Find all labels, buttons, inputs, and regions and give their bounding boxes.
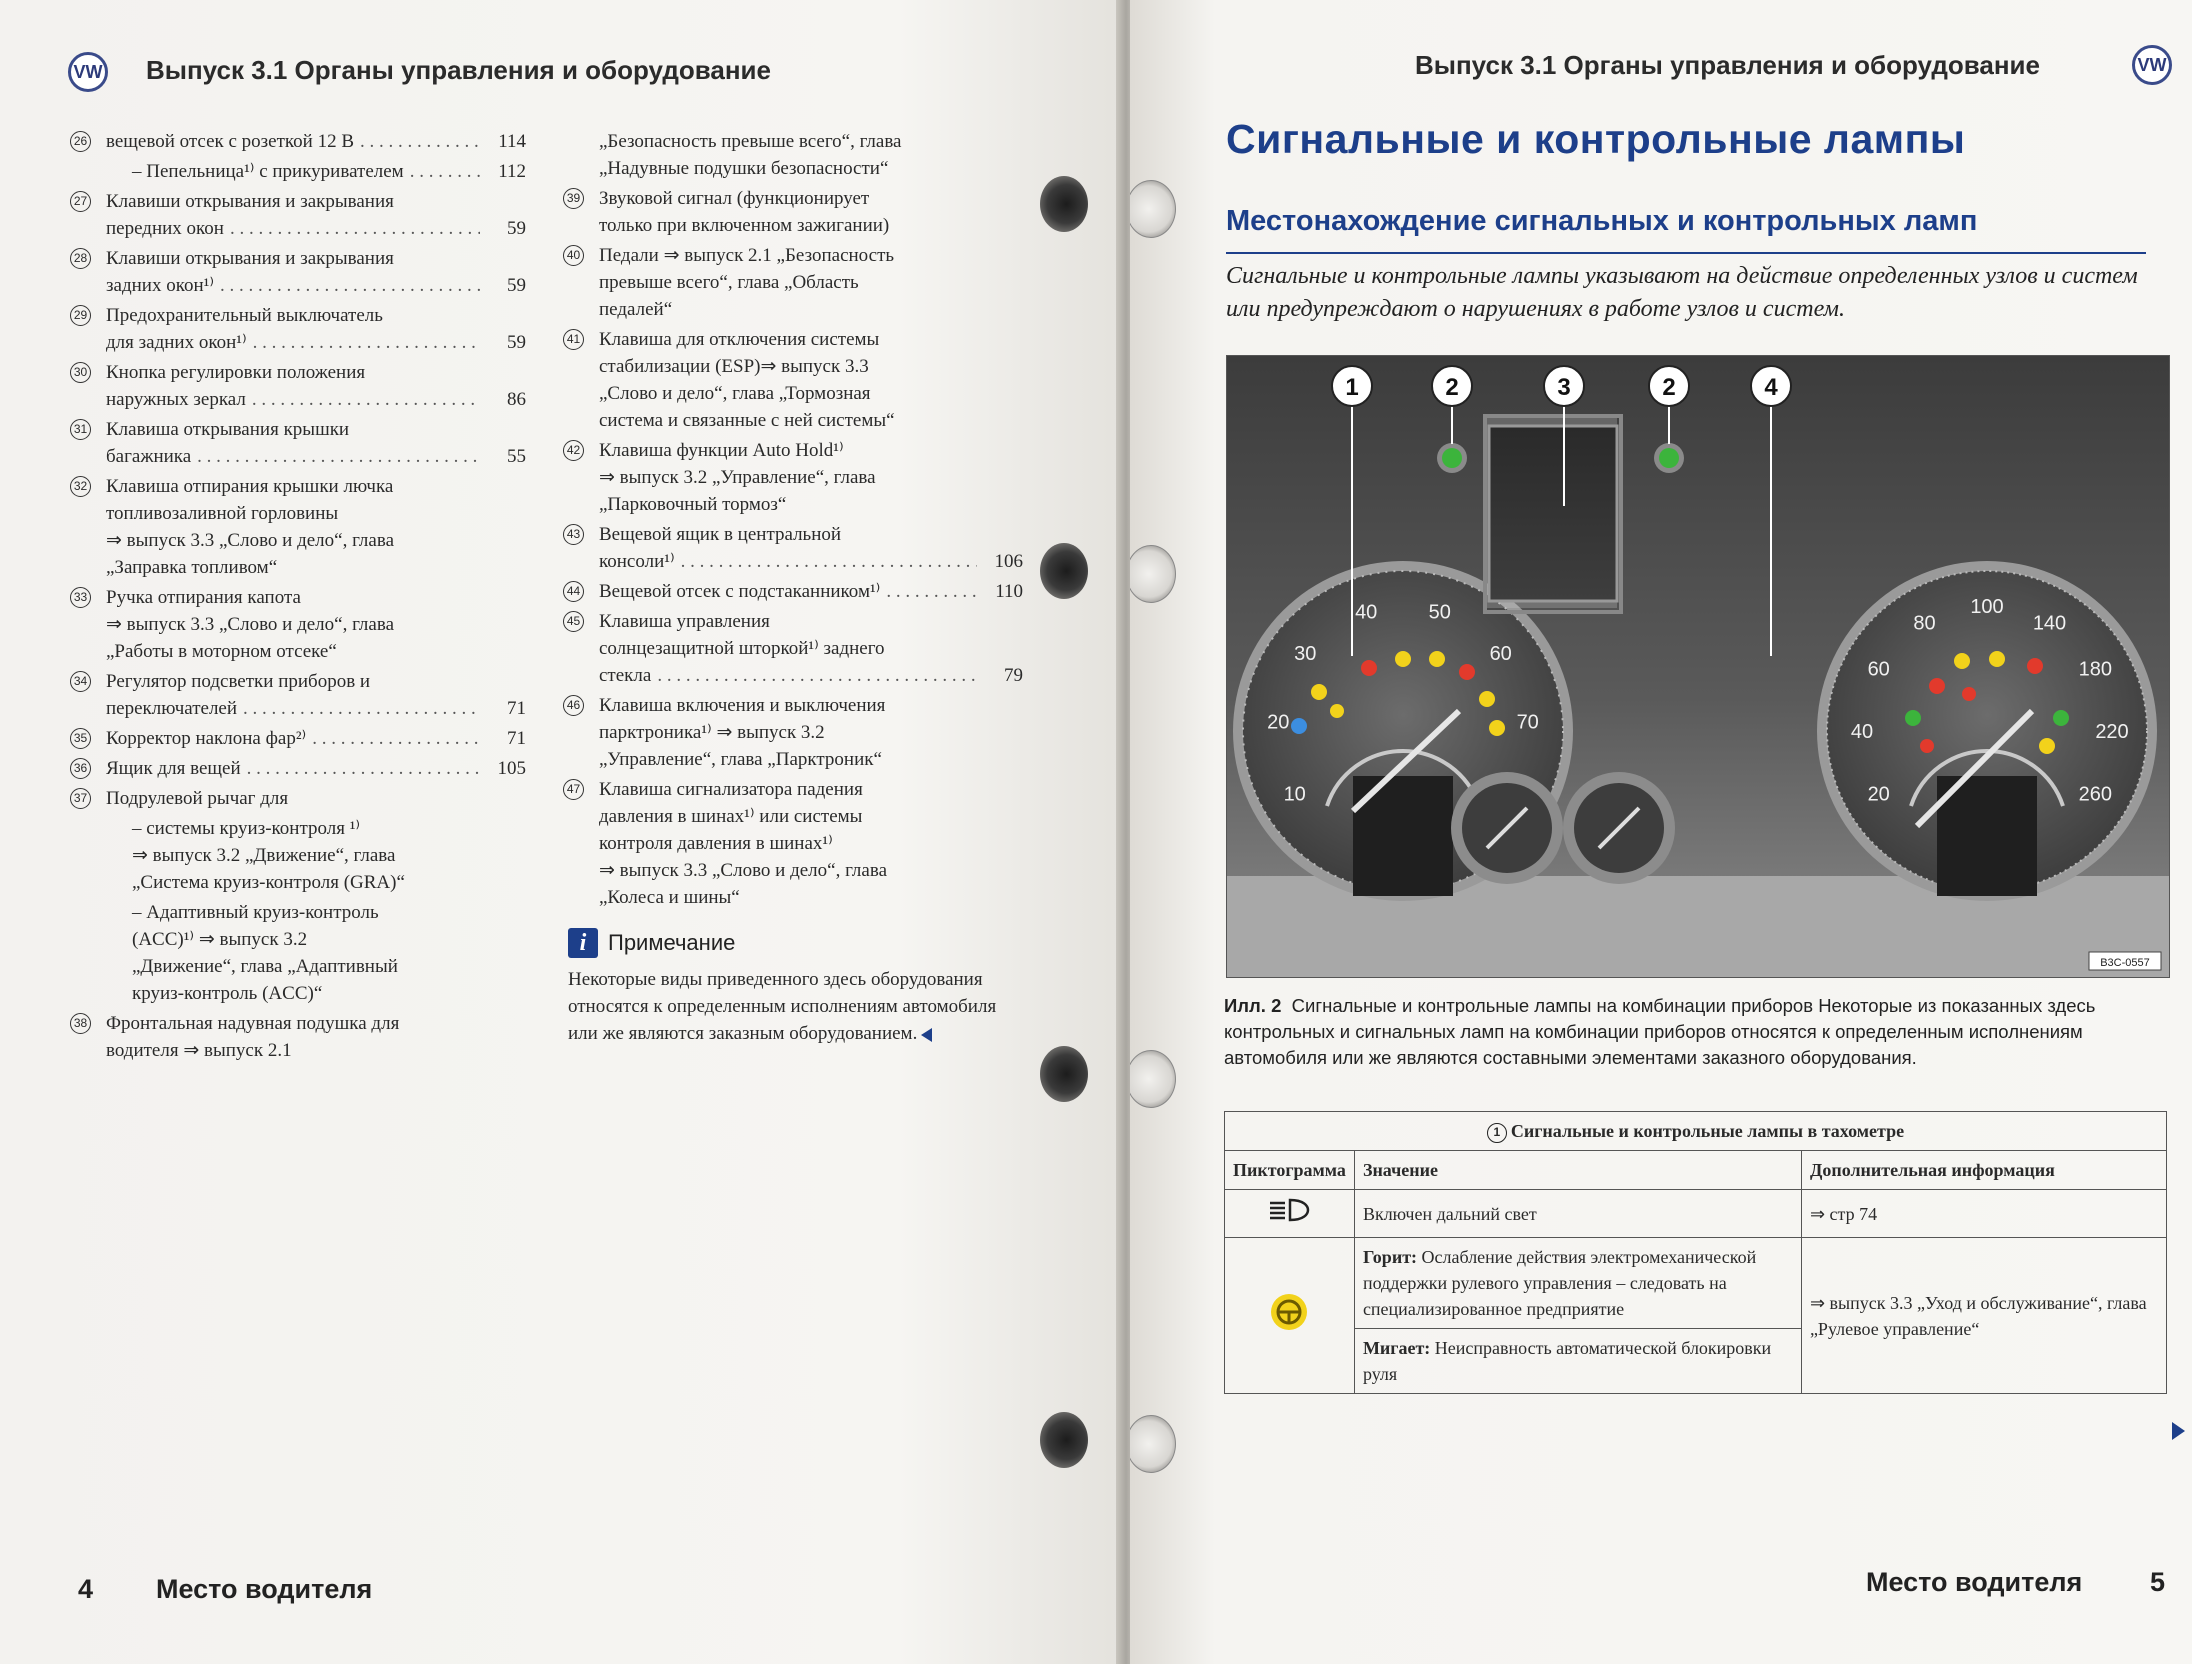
page-ref: 59 (507, 332, 526, 353)
speedometer-tick-label: 220 (2095, 721, 2129, 743)
warning-lamp-yellow (1395, 651, 1411, 667)
toc-entry (70, 128, 526, 155)
item-number: 39 (563, 188, 584, 209)
toc-entry-text: ⇒ выпуск 3.2 „Управление“, глава (599, 467, 876, 488)
table-caption: 1 Сигнальные и контрольные лампы в тахометре (1225, 1112, 2167, 1151)
turn-signal-lamp (1905, 710, 1921, 726)
toc-entry-text: „Работы в моторном отсеке“ (106, 641, 337, 662)
toc-entry-text: Регулятор подсветки приборов и (106, 671, 371, 692)
figure-caption-text: Сигнальные и контрольные лампы на комбинации приборов Некоторые из показанных здесь контрольных и сигнальных ламп на комбинации приборов относятся к определенным исполнениям автомобиля или же являются составными элементами заказного оборудования. (1224, 995, 2096, 1068)
toc-entry-text: – Адаптивный круиз-контроль (132, 902, 379, 923)
toc-entry-text: Педали ⇒ выпуск 2.1 „Безопасность (599, 245, 895, 266)
binder-hole (1040, 543, 1088, 599)
high-beam-lamp (1291, 718, 1307, 734)
leader-dots (360, 128, 480, 155)
speedometer-tick-label: 80 (1913, 612, 1936, 635)
item-number: 42 (563, 440, 584, 461)
note-text: Некоторые виды приведенного здесь оборудования относятся к определенным исполнениям автомобиля или же являются заказным оборудованием. (568, 969, 997, 1044)
meaning-cell: Горит: Ослабление действия электромеханической поддержки рулевого управления – следовать на специализированное предприятие (1354, 1238, 1801, 1329)
toc-entry (70, 158, 526, 185)
figure-label: Илл. 2 (1224, 995, 1282, 1016)
toc-entry-text: – Пепельница¹⁾ с прикуривателем (132, 161, 404, 182)
toc-entry (563, 128, 1023, 182)
warning-lamp-yellow (1330, 704, 1344, 718)
info-icon: i (568, 928, 598, 958)
toc-entry-text: Вещевой отсек с подстаканником¹⁾ (599, 581, 881, 602)
vw-logo-icon: VW (68, 52, 108, 92)
tachometer-tick-label: 70 (1516, 711, 1539, 734)
leader-dots (410, 158, 480, 185)
leader-dots (886, 578, 977, 605)
toc-entry-text: круиз-контроль (ACC)“ (132, 983, 323, 1004)
turn-signal-lamp (2053, 710, 2069, 726)
leader-dots (230, 215, 480, 242)
toc-entry-text: стекла (599, 665, 652, 686)
toc-entry-text: Клавиши открывания и закрывания (106, 248, 394, 269)
item-number: 41 (563, 329, 584, 350)
warning-lamp-red (1459, 664, 1475, 680)
toc-entry-text: вещевой отсек с розеткой 12 В (106, 131, 355, 152)
toc-entry (563, 578, 1023, 605)
toc-entry (70, 668, 526, 722)
vw-logo-icon: VW (2132, 45, 2172, 85)
item-number: 27 (70, 191, 91, 212)
page-ref: 105 (497, 758, 526, 779)
green-indicator-lamp (1659, 448, 1679, 468)
pictogram-cell (1225, 1190, 1355, 1238)
table-row (1225, 1238, 2167, 1329)
table-row (1225, 1190, 2167, 1238)
item-number: 31 (70, 419, 91, 440)
toc-entry-text: „Безопасность превыше всего“, глава (599, 131, 902, 152)
callout-number: 1 (1487, 1123, 1507, 1143)
toc-entry-text: ⇒ выпуск 3.3 „Слово и дело“, глава (106, 614, 394, 635)
toc-entry (70, 473, 526, 581)
green-indicator-lamp (1442, 448, 1462, 468)
page-ref: 110 (995, 581, 1023, 602)
info-cell: ⇒ выпуск 3.3 „Уход и обслуживание“, глава „Рулевое управление“ (1801, 1238, 2166, 1394)
toc-entry-text: ⇒ выпуск 3.2 „Движение“, глава (132, 845, 396, 866)
tachometer-tick-label: 60 (1489, 643, 1512, 666)
toc-entry-text: Клавиша включения и выключения (599, 695, 886, 716)
page-title: Сигнальные и контрольные лампы (1226, 116, 1966, 162)
note-heading (568, 928, 735, 958)
item-number: 34 (70, 671, 91, 692)
toc-entry-text: педалей“ (599, 299, 673, 320)
item-number: 38 (70, 1013, 91, 1034)
leader-dots (681, 548, 977, 575)
callout-number: 1 (1345, 374, 1359, 401)
toc-entry-text: контроля давления в шинах¹⁾ (599, 833, 833, 854)
tachometer-tick-label: 20 (1267, 711, 1290, 734)
item-number: 29 (70, 305, 91, 326)
toc-entry-text: для задних окон¹⁾ (106, 332, 247, 353)
leader-dots (312, 725, 480, 752)
running-header: Выпуск 3.1 Органы управления и оборудование (146, 55, 771, 85)
callout-number: 2 (1445, 374, 1459, 401)
high-beam-icon (1266, 1196, 1312, 1224)
info-cell: ⇒ стр 74 (1801, 1190, 2166, 1238)
item-number: 43 (563, 524, 584, 545)
toc-entry-text: парктроника¹⁾ ⇒ выпуск 3.2 (599, 722, 825, 743)
leader-dots (243, 695, 480, 722)
toc-entry-text: Клавиша отпирания крышки лючка (106, 476, 394, 497)
page-number-left: 4 (78, 1574, 94, 1604)
warning-lamp-yellow (1954, 653, 1970, 669)
steering-warning-lamp (1429, 651, 1445, 667)
item-number: 35 (70, 728, 91, 749)
toc-entry-text: переключателей (106, 698, 238, 719)
item-number: 37 (70, 788, 91, 809)
figure-code: B3C-0557 (2100, 957, 2150, 969)
item-number: 44 (563, 581, 584, 602)
toc-entry-text: (ACC)¹⁾ ⇒ выпуск 3.2 (132, 929, 308, 950)
toc-entry-text: „Парковочный тормоз“ (599, 494, 787, 515)
toc-entry-text: Клавиша открывания крышки (106, 419, 350, 440)
item-number: 36 (70, 758, 91, 779)
toc-entry-text: „Слово и дело“, глава „Тормозная (599, 383, 871, 404)
binder-hole (1130, 1050, 1176, 1108)
toc-entry (70, 416, 526, 470)
section-subtitle: Местонахождение сигнальных и контрольных ламп (1226, 205, 1978, 237)
instrument-cluster-figure (1226, 355, 2170, 978)
tachometer-tick-label: 30 (1294, 643, 1317, 666)
toc-entry-text: Клавиша управления (599, 611, 770, 632)
subtitle-rule (1226, 252, 2146, 254)
binder-hole (1130, 1415, 1176, 1473)
toc-entry (70, 188, 526, 242)
warning-lamp-red (1361, 660, 1377, 676)
toc-column-2 (563, 128, 1023, 914)
note-title: Примечание (608, 930, 736, 955)
speedometer-tick-label: 60 (1867, 658, 1890, 681)
binder-hole (1040, 1412, 1088, 1468)
center-display (1489, 426, 1617, 601)
toc-entry-text: „Система круиз-контроля (GRA)“ (132, 872, 405, 893)
page-ref: 59 (507, 275, 526, 296)
toc-entry-text: наружных зеркал (106, 389, 246, 410)
speedometer-tick-label: 140 (2032, 612, 2067, 635)
toc-entry-text: Клавиша сигнализатора падения (599, 779, 863, 800)
page-ref: 86 (507, 389, 526, 410)
warning-lamp-red (1962, 687, 1976, 701)
item-number: 47 (563, 779, 584, 800)
item-number: 28 (70, 248, 91, 269)
toc-entry-text: ⇒ выпуск 3.3 „Слово и дело“, глава (599, 860, 887, 881)
toc-entry-text: консоли¹⁾ (599, 551, 675, 572)
leader-dots (220, 272, 480, 299)
callout-number: 4 (1764, 374, 1778, 401)
toc-entry-text: „Надувные подушки безопасности“ (599, 158, 889, 179)
toc-entry-text: Предохранительный выключатель (106, 305, 383, 326)
binder-hole (1130, 180, 1176, 238)
toc-entry-text: „Заправка топливом“ (106, 557, 278, 578)
toc-entry (70, 584, 526, 665)
continued-arrow-icon (2172, 1422, 2185, 1440)
warning-lamp-red (1920, 739, 1934, 753)
end-marker-icon (921, 1028, 932, 1042)
col-header-pictogram: Пиктограмма (1225, 1151, 1355, 1190)
toc-entry-text: „Движение“, глава „Адаптивный (132, 956, 398, 977)
tachometer-tick-label: 50 (1428, 601, 1451, 624)
tyre-pressure-lamp (1479, 691, 1495, 707)
toc-entry-text: багажника (106, 446, 192, 467)
leader-dots (252, 386, 480, 413)
warning-lamp-yellow (1989, 651, 2005, 667)
fog-lamp (1489, 720, 1505, 736)
item-number: 45 (563, 611, 584, 632)
airbag-lamp (1929, 678, 1945, 694)
page-ref: 55 (507, 446, 526, 467)
toc-entry-text: Клавиши открывания и закрывания (106, 191, 394, 212)
toc-entry (70, 815, 526, 896)
binder-hole (1040, 176, 1088, 232)
page-number-right: 5 (2150, 1567, 2166, 1597)
toc-entry-text: превыше всего“, глава „Область (599, 272, 859, 293)
figure-caption (1224, 993, 2169, 1071)
toc-entry-text: Клавиша для отключения системы (599, 329, 880, 350)
callout-number: 2 (1662, 374, 1676, 401)
toc-entry-text: „Колеса и шины“ (599, 887, 740, 908)
leader-dots (657, 662, 977, 689)
toc-entry-text: солнцезащитной шторкой¹⁾ заднего (599, 638, 885, 659)
page-ref: 112 (498, 161, 526, 182)
item-number: 40 (563, 245, 584, 266)
toc-entry-text: Кнопка регулировки положения (106, 362, 366, 383)
page-ref: 71 (507, 698, 526, 719)
toc-entry-text: только при включенном зажигании) (599, 215, 890, 236)
toc-entry-text: водителя ⇒ выпуск 2.1 (106, 1040, 292, 1061)
page-ref: 114 (498, 131, 526, 152)
toc-entry-text: Клавиша функции Auto Hold¹⁾ (599, 440, 844, 461)
toc-entry (70, 245, 526, 299)
toc-entry (563, 692, 1023, 773)
col-header-meaning: Значение (1354, 1151, 1801, 1190)
toc-entry-text: передних окон (106, 218, 224, 239)
warning-lamp-yellow (2039, 738, 2055, 754)
callout-number: 3 (1557, 374, 1571, 401)
toc-entry (563, 608, 1023, 689)
toc-entry (70, 302, 526, 356)
item-number: 33 (70, 587, 91, 608)
toc-entry (70, 359, 526, 413)
footer-section-right: Место водителя (1866, 1567, 2083, 1597)
leader-dots (253, 329, 480, 356)
page-ref: 71 (507, 728, 526, 749)
warning-lamps-table (1224, 1111, 2167, 1394)
toc-entry-text: Фронтальная надувная подушка для (106, 1013, 400, 1034)
toc-entry (70, 1010, 526, 1064)
speedometer-tick-label: 260 (2078, 783, 2112, 806)
meaning-cell: Включен дальний свет (1354, 1190, 1801, 1238)
toc-entry (563, 776, 1023, 911)
toc-entry-text: давления в шинах¹⁾ или системы (599, 806, 863, 827)
intro-text: Сигнальные и контрольные лампы указывают на действие определенных узлов и систем или предупреждают о нарушениях в работе узлов и систем. (1226, 263, 2138, 322)
toc-entry-text: „Управление“, глава „Парктроник“ (599, 749, 882, 770)
toc-entry-text: задних окон¹⁾ (106, 275, 214, 296)
toc-entry-text: система и связанные с ней системы“ (599, 410, 895, 431)
tachometer-tick-label: 40 (1355, 601, 1378, 624)
footer-section-left: Место водителя (156, 1574, 373, 1604)
toc-entry (70, 899, 526, 1007)
toc-entry (70, 785, 526, 812)
speedometer-tick-label: 40 (1850, 721, 1874, 743)
toc-entry (563, 437, 1023, 518)
item-number: 32 (70, 476, 91, 497)
instrument-cluster-illustration (1227, 356, 2169, 977)
toc-entry-text: Вещевой ящик в центральной (599, 524, 842, 545)
speedometer-tick-label: 100 (1970, 596, 2004, 618)
item-number: 30 (70, 362, 91, 383)
item-number: 46 (563, 695, 584, 716)
binder-hole (1130, 545, 1176, 603)
toc-entry-text: топливозаливной горловины (106, 503, 339, 524)
toc-entry-text: – системы круиз-контроля ¹⁾ (132, 818, 361, 839)
toc-entry-text: Ручка отпирания капота (106, 587, 301, 608)
toc-entry (563, 326, 1023, 434)
toc-entry-text: стабилизации (ESP)⇒ выпуск 3.3 (599, 356, 869, 377)
speedometer-tick-label: 180 (2078, 658, 2112, 681)
meaning-cell: Мигает: Неисправность автоматической блокировки руля (1354, 1329, 1801, 1394)
toc-entry-text: Звуковой сигнал (функционирует (599, 188, 870, 209)
warning-lamp-red (2027, 658, 2043, 674)
toc-entry (563, 185, 1023, 239)
toc-entry-text: Корректор наклона фар²⁾ (106, 728, 307, 749)
warning-lamp-yellow (1311, 684, 1327, 700)
toc-entry (70, 725, 526, 752)
toc-entry-text: ⇒ выпуск 3.3 „Слово и дело“, глава (106, 530, 394, 551)
toc-entry (563, 521, 1023, 575)
item-number: 26 (70, 131, 91, 152)
page-ref: 79 (1004, 665, 1023, 686)
toc-entry-text: Ящик для вещей (106, 758, 241, 779)
steering-wheel-warning-icon (1269, 1292, 1309, 1332)
leader-dots (197, 443, 480, 470)
toc-entry (70, 755, 526, 782)
leader-dots (247, 755, 480, 782)
toc-entry-text: Подрулевой рычаг для (106, 788, 289, 809)
page-ref: 106 (994, 551, 1023, 572)
col-header-info: Дополнительная информация (1801, 1151, 2166, 1190)
binder-hole (1040, 1046, 1088, 1102)
running-header-right: Выпуск 3.1 Органы управления и оборудование (1415, 50, 2040, 80)
page-ref: 59 (507, 218, 526, 239)
pictogram-cell (1225, 1238, 1355, 1394)
tachometer-tick-label: 10 (1283, 783, 1306, 806)
toc-column-1 (70, 128, 526, 1067)
toc-entry (563, 242, 1023, 323)
speedometer-tick-label: 20 (1867, 783, 1890, 806)
